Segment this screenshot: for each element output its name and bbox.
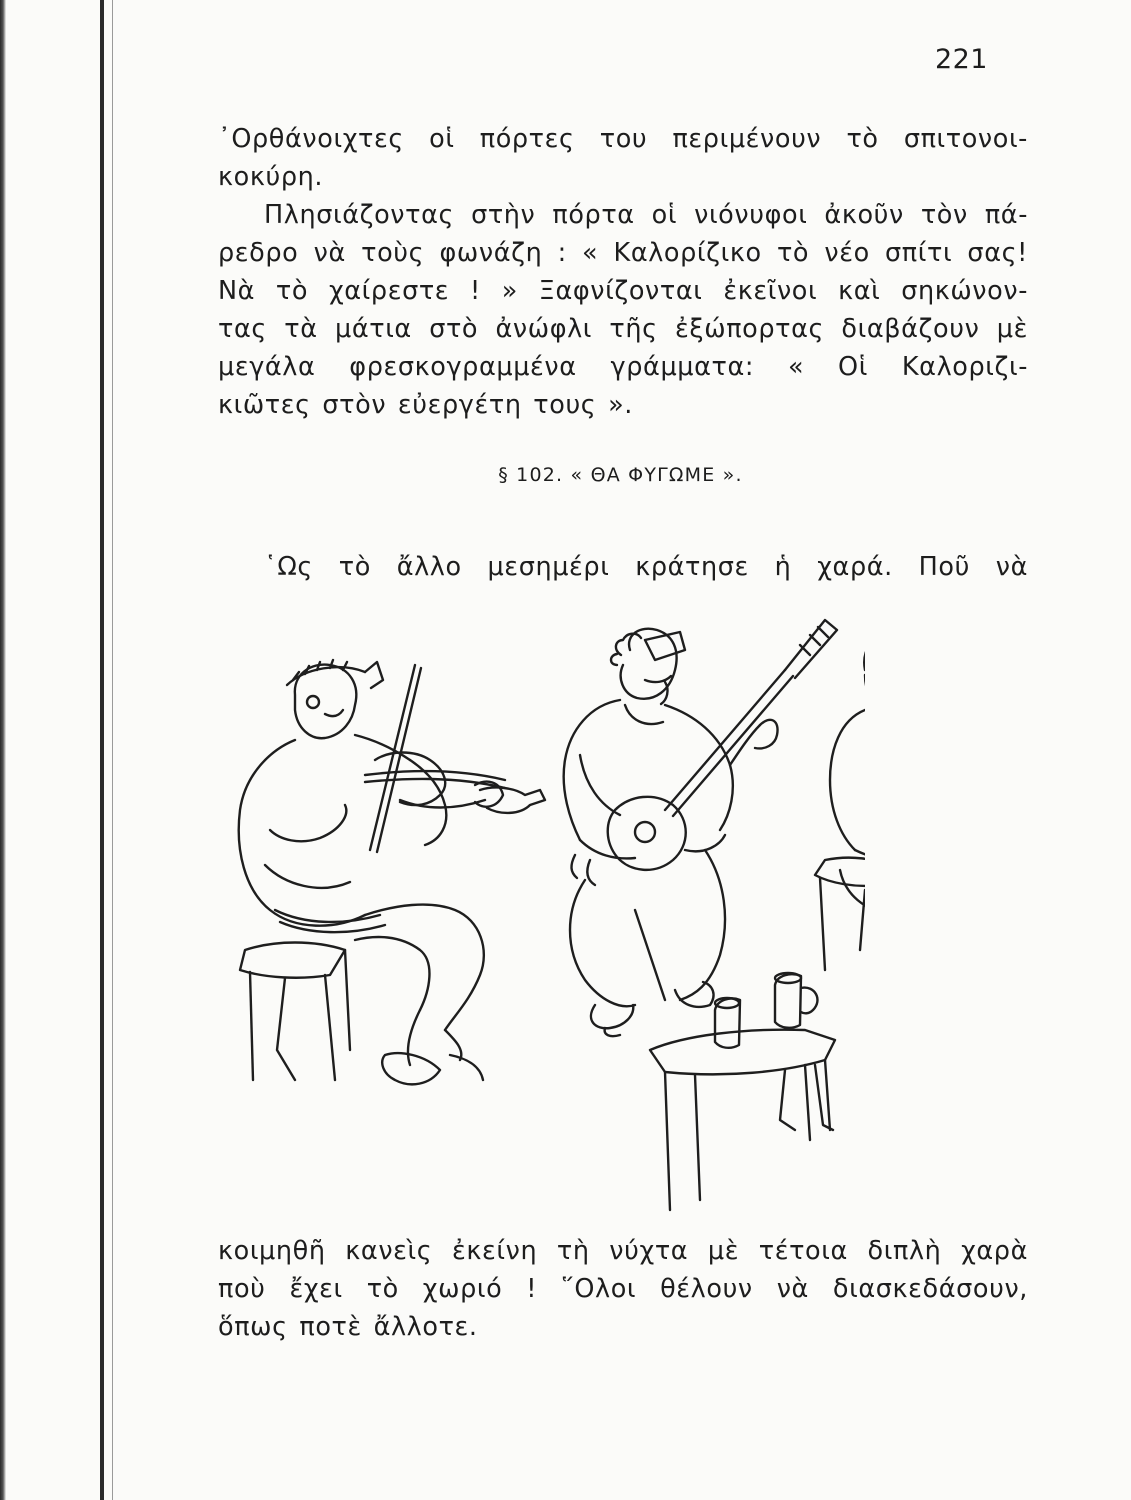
binding-edge — [0, 0, 6, 1500]
text-line: ὅπως ποτὲ ἄλλοτε. — [218, 1312, 478, 1342]
flute-player-figure — [815, 628, 865, 995]
text-line: ῾Ως τὸ ἄλλο μεσημέρι κράτησε ἡ χαρά. Ποῦ νὰ — [264, 552, 1028, 582]
binding-thin-line — [112, 0, 113, 1500]
paragraph-bottom — [218, 1232, 1028, 1346]
page-number: 221 — [934, 44, 988, 75]
binding-shadow-line — [100, 0, 104, 1500]
paragraph-top — [218, 120, 1028, 424]
text-line: Νὰ τὸ χαίρεστε ! » Ξαφνίζονται ἐκεῖνοι καὶ σηκώνον- — [218, 276, 1028, 306]
three-musicians-drawing-icon — [225, 610, 865, 1230]
paragraph-start — [218, 548, 1028, 586]
text-line: ποὺ ἔχει τὸ χωριό ! ῞Ολοι θέλουν νὰ διασκεδάσουν, — [218, 1274, 1028, 1304]
text-line: ᾿Ορθάνοιχτες οἱ πόρτες του περιμένουν τὸ σπιτονοι- — [218, 124, 1028, 154]
text-line: Πλησιάζοντας στὴν πόρτα οἱ νιόνυφοι ἀκοῦν τὸν πά- — [264, 200, 1028, 230]
text-line: κιῶτες στὸν εὐεργέτη τους ». — [218, 390, 633, 420]
text-line: τας τὰ μάτια στὸ ἀνώφλι τῆς ἐξώπορτας διαβάζουν μὲ — [218, 314, 1028, 344]
table-with-cups — [650, 973, 835, 1210]
text-line: μεγάλα φρεσκογραμμένα γράμματα: « Οἱ Καλοριζι- — [218, 352, 1028, 382]
violinist-figure — [239, 660, 545, 1084]
text-line: ρεδρο νὰ τοὺς φωνάζη : « Καλορίζικο τὸ νέο σπίτι σας! — [218, 238, 1028, 268]
section-heading: § 102. « ΘΑ ΦΥΓΩΜΕ ». — [498, 464, 743, 486]
text-line: κοκύρη. — [218, 162, 324, 192]
text-line: κοιμηθῆ κανεὶς ἐκείνη τὴ νύχτα μὲ τέτοια διπλὴ χαρὰ — [218, 1236, 1028, 1266]
